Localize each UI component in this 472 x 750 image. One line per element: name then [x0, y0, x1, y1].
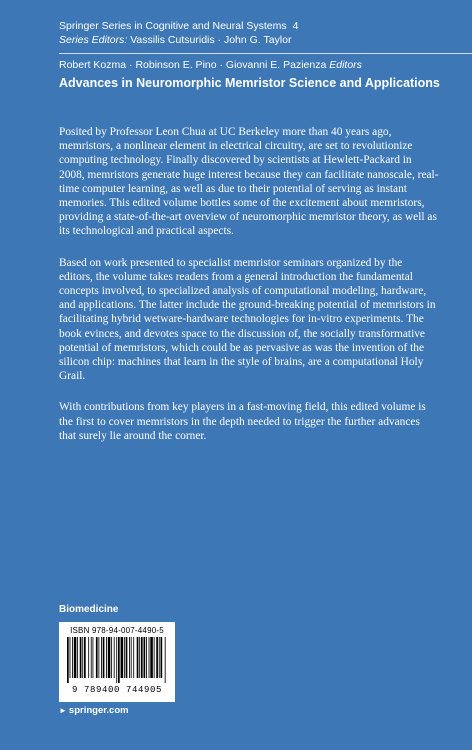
- series-editors-line: [59, 34, 459, 47]
- book-description: [59, 125, 439, 460]
- category-label: Biomedicine: [59, 604, 119, 615]
- isbn-text: ISBN 978-94-007-4490-5: [70, 626, 164, 635]
- publisher-url: springer.com: [68, 705, 129, 716]
- arrow-right-icon: ►: [59, 706, 67, 715]
- series-editors-label: Series Editors:: [59, 34, 128, 46]
- header-divider: [59, 53, 472, 54]
- book-authors: Robert Kozma · Robinson E. Pino · Giovanni E. Pazienza: [59, 59, 327, 71]
- series-title-line: [59, 20, 459, 33]
- series-header: [59, 20, 459, 47]
- description-paragraph: Posited by Professor Leon Chua at UC Berkeley more than 40 years ago, memristors, a nonlinear element in electrical circuitry, are set to revolutionize computing technology. Finally discovered by scientists at Hewlett-Packard in 2008, memristors generate huge interest because they can facilitate nanoscale, real-time computer learning, as well as due to their potential of serving as instant memories. This edited volume bottles some of the excitement about memristors, providing a state-of-the-art overview of neuromorphic memristor theory, as well as its technological and practical aspects.: [59, 126, 439, 238]
- publisher-link[interactable]: [59, 705, 129, 716]
- book-authors-role: Editors: [329, 59, 362, 71]
- barcode-image: [67, 637, 167, 683]
- book-title: Advances in Neuromorphic Memristor Science and Applications: [59, 76, 440, 90]
- series-editors: Vassilis Cutsuridis · John G. Taylor: [130, 34, 292, 46]
- series-number: 4: [292, 20, 299, 32]
- barcode-digits: 9 789400 744905: [71, 685, 162, 695]
- description-paragraph: Based on work presented to specialist memristor seminars organized by the editors, the volume takes readers from a general introduction the fundamental concepts involved, to specialized analysis of computational modeling, hardware, and applications. The latter include the ground-breaking potential of memristors in facilitating hybrid wetware-hardware technologies for in-vitro experiments. The book evinces, and devotes space to the discussion of, the socially transformative potential of memristors, which could be as pervasive as was the invention of the silicon chip: machines that learn in the style of brains, are a computational Holy Grail.: [59, 256, 436, 383]
- barcode-panel: [59, 622, 175, 702]
- series-title: Springer Series in Cognitive and Neural Systems: [59, 20, 287, 32]
- description-paragraph: With contributions from key players in a fast-moving field, this edited volume is the first to cover memristors in the depth needed to trigger the further advances that surely lie around the corner.: [59, 401, 426, 442]
- book-authors-line: [59, 59, 362, 72]
